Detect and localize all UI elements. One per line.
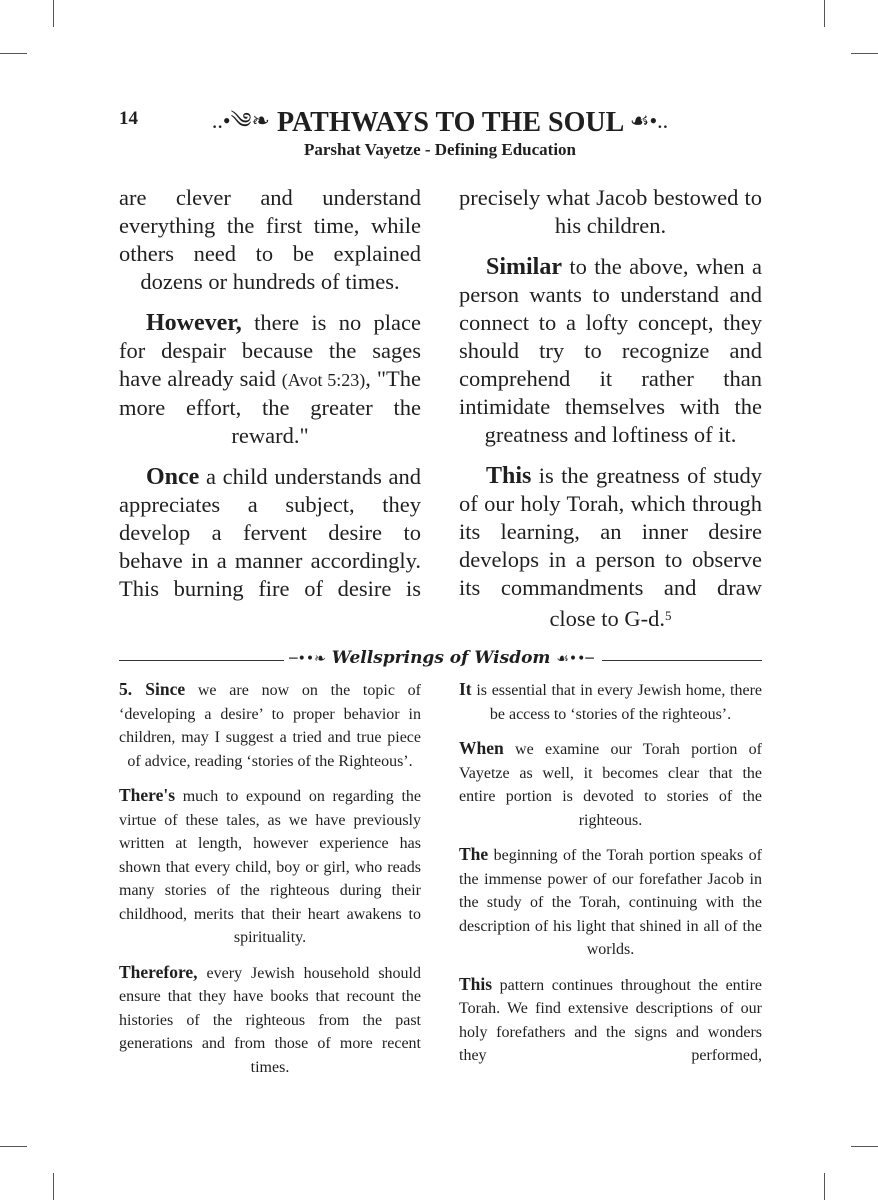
footnote-paragraph: Therefore, every Jewish household should ensure that they have books that recount the histories of the righteous from the past generations and from those of more recent times. (119, 961, 421, 1076)
section-divider (119, 648, 762, 674)
flourish-left-icon: ─••❧ (289, 651, 326, 667)
footnote-lead: Therefore, (119, 961, 198, 982)
footnote-reference[interactable]: 5 (665, 608, 672, 623)
crop-mark (824, 0, 825, 27)
chapter-subtitle: Parshat Vayetze - Defining Education (304, 140, 576, 159)
crop-mark (824, 1173, 825, 1200)
footnote-lead: 5. Since (119, 679, 186, 699)
paragraph: However, there is no place for despair because the sages have already said (Avot 5:23), "The more effort, the greater the reward." (119, 310, 422, 448)
paragraph: Once a child understands and appreciates a subject, they develop a fervent desire to behave in a manner accordingly. This burning fire of desire is (119, 464, 421, 601)
crop-mark (851, 53, 878, 54)
footnote-lead: The (459, 844, 489, 864)
page-number: 14 (119, 108, 138, 129)
footnote-paragraph: The beginning of the Torah portion speaks of the immense power of our forefather Jacob in the study of the Torah, continuing with the description of his light that shined in all of the worlds. (459, 844, 762, 958)
paragraph: precisely what Jacob bestowed to his children. (459, 185, 762, 238)
lead-word: This (486, 463, 532, 489)
main-text-left-column (119, 184, 421, 616)
footnote-paragraph: There's much to expound on regarding the virtue of these tales, as we have previously written at length, however experience has shown that every child, boy or girl, who reads many stories of the righteous during their childhood, merits that their heart awakens to spirituality. (119, 785, 421, 946)
lead-word: However, (146, 310, 242, 336)
crop-mark (0, 53, 27, 54)
crop-mark (53, 0, 54, 27)
paragraph: are clever and understand everything the first time, while others need to be explained dozens or hundreds of times. (119, 185, 421, 294)
divider-line (602, 660, 762, 661)
source-reference: (Avot 5:23) (281, 370, 366, 390)
divider-line (119, 660, 284, 661)
footnotes-right-column (459, 678, 762, 1079)
footnote-lead: It (459, 679, 472, 699)
footnote-paragraph: It is essential that in every Jewish home, there be access to ‘stories of the righteous’. (459, 679, 762, 723)
crop-mark (53, 1173, 54, 1200)
paragraph: Similar to the above, when a person wants to understand and connect to a lofty concept, they should try to recognize and comprehend it rather than intimidate themselves with the greatness and loftiness of it. (459, 254, 762, 447)
flourish-left-icon: ..•༄❧ (211, 108, 270, 133)
footnote-paragraph: This pattern continues throughout the entire Torah. We find extensive descriptions of our holy forefathers and the signs and wonders they performed, (459, 973, 762, 1064)
flourish-right-icon: ☙•.. (629, 108, 669, 133)
section-title: Wellsprings of Wisdom (331, 648, 551, 668)
flourish-right-icon: ☙••─ (556, 651, 594, 667)
footnote-paragraph: When we examine our Torah portion of Vayetze as well, it becomes clear that the entire portion is devoted to stories of the righteous. (459, 738, 762, 829)
footnote-lead: There's (119, 785, 176, 805)
lead-word: Once (146, 464, 200, 490)
footnote-lead: This (459, 973, 493, 994)
footnotes-left-column (119, 678, 421, 1090)
lead-word: Similar (486, 254, 562, 280)
crop-mark (0, 1146, 27, 1147)
footnote-lead: When (459, 738, 504, 758)
book-title: PATHWAYS TO THE SOUL (276, 107, 623, 138)
crop-mark (851, 1146, 878, 1147)
footnote-paragraph: 5. Since we are now on the topic of ‘developing a desire’ to proper behavior in children, may I suggest a tried and true piece of advice, reading ‘stories of the Righteous’. (119, 679, 421, 770)
main-text-right-column (459, 184, 762, 646)
paragraph: This is the greatness of study of our holy Torah, which through its learning, an inner desire develops in a person to observe its commandments and draw close to G-d.$^5$ (459, 463, 762, 631)
